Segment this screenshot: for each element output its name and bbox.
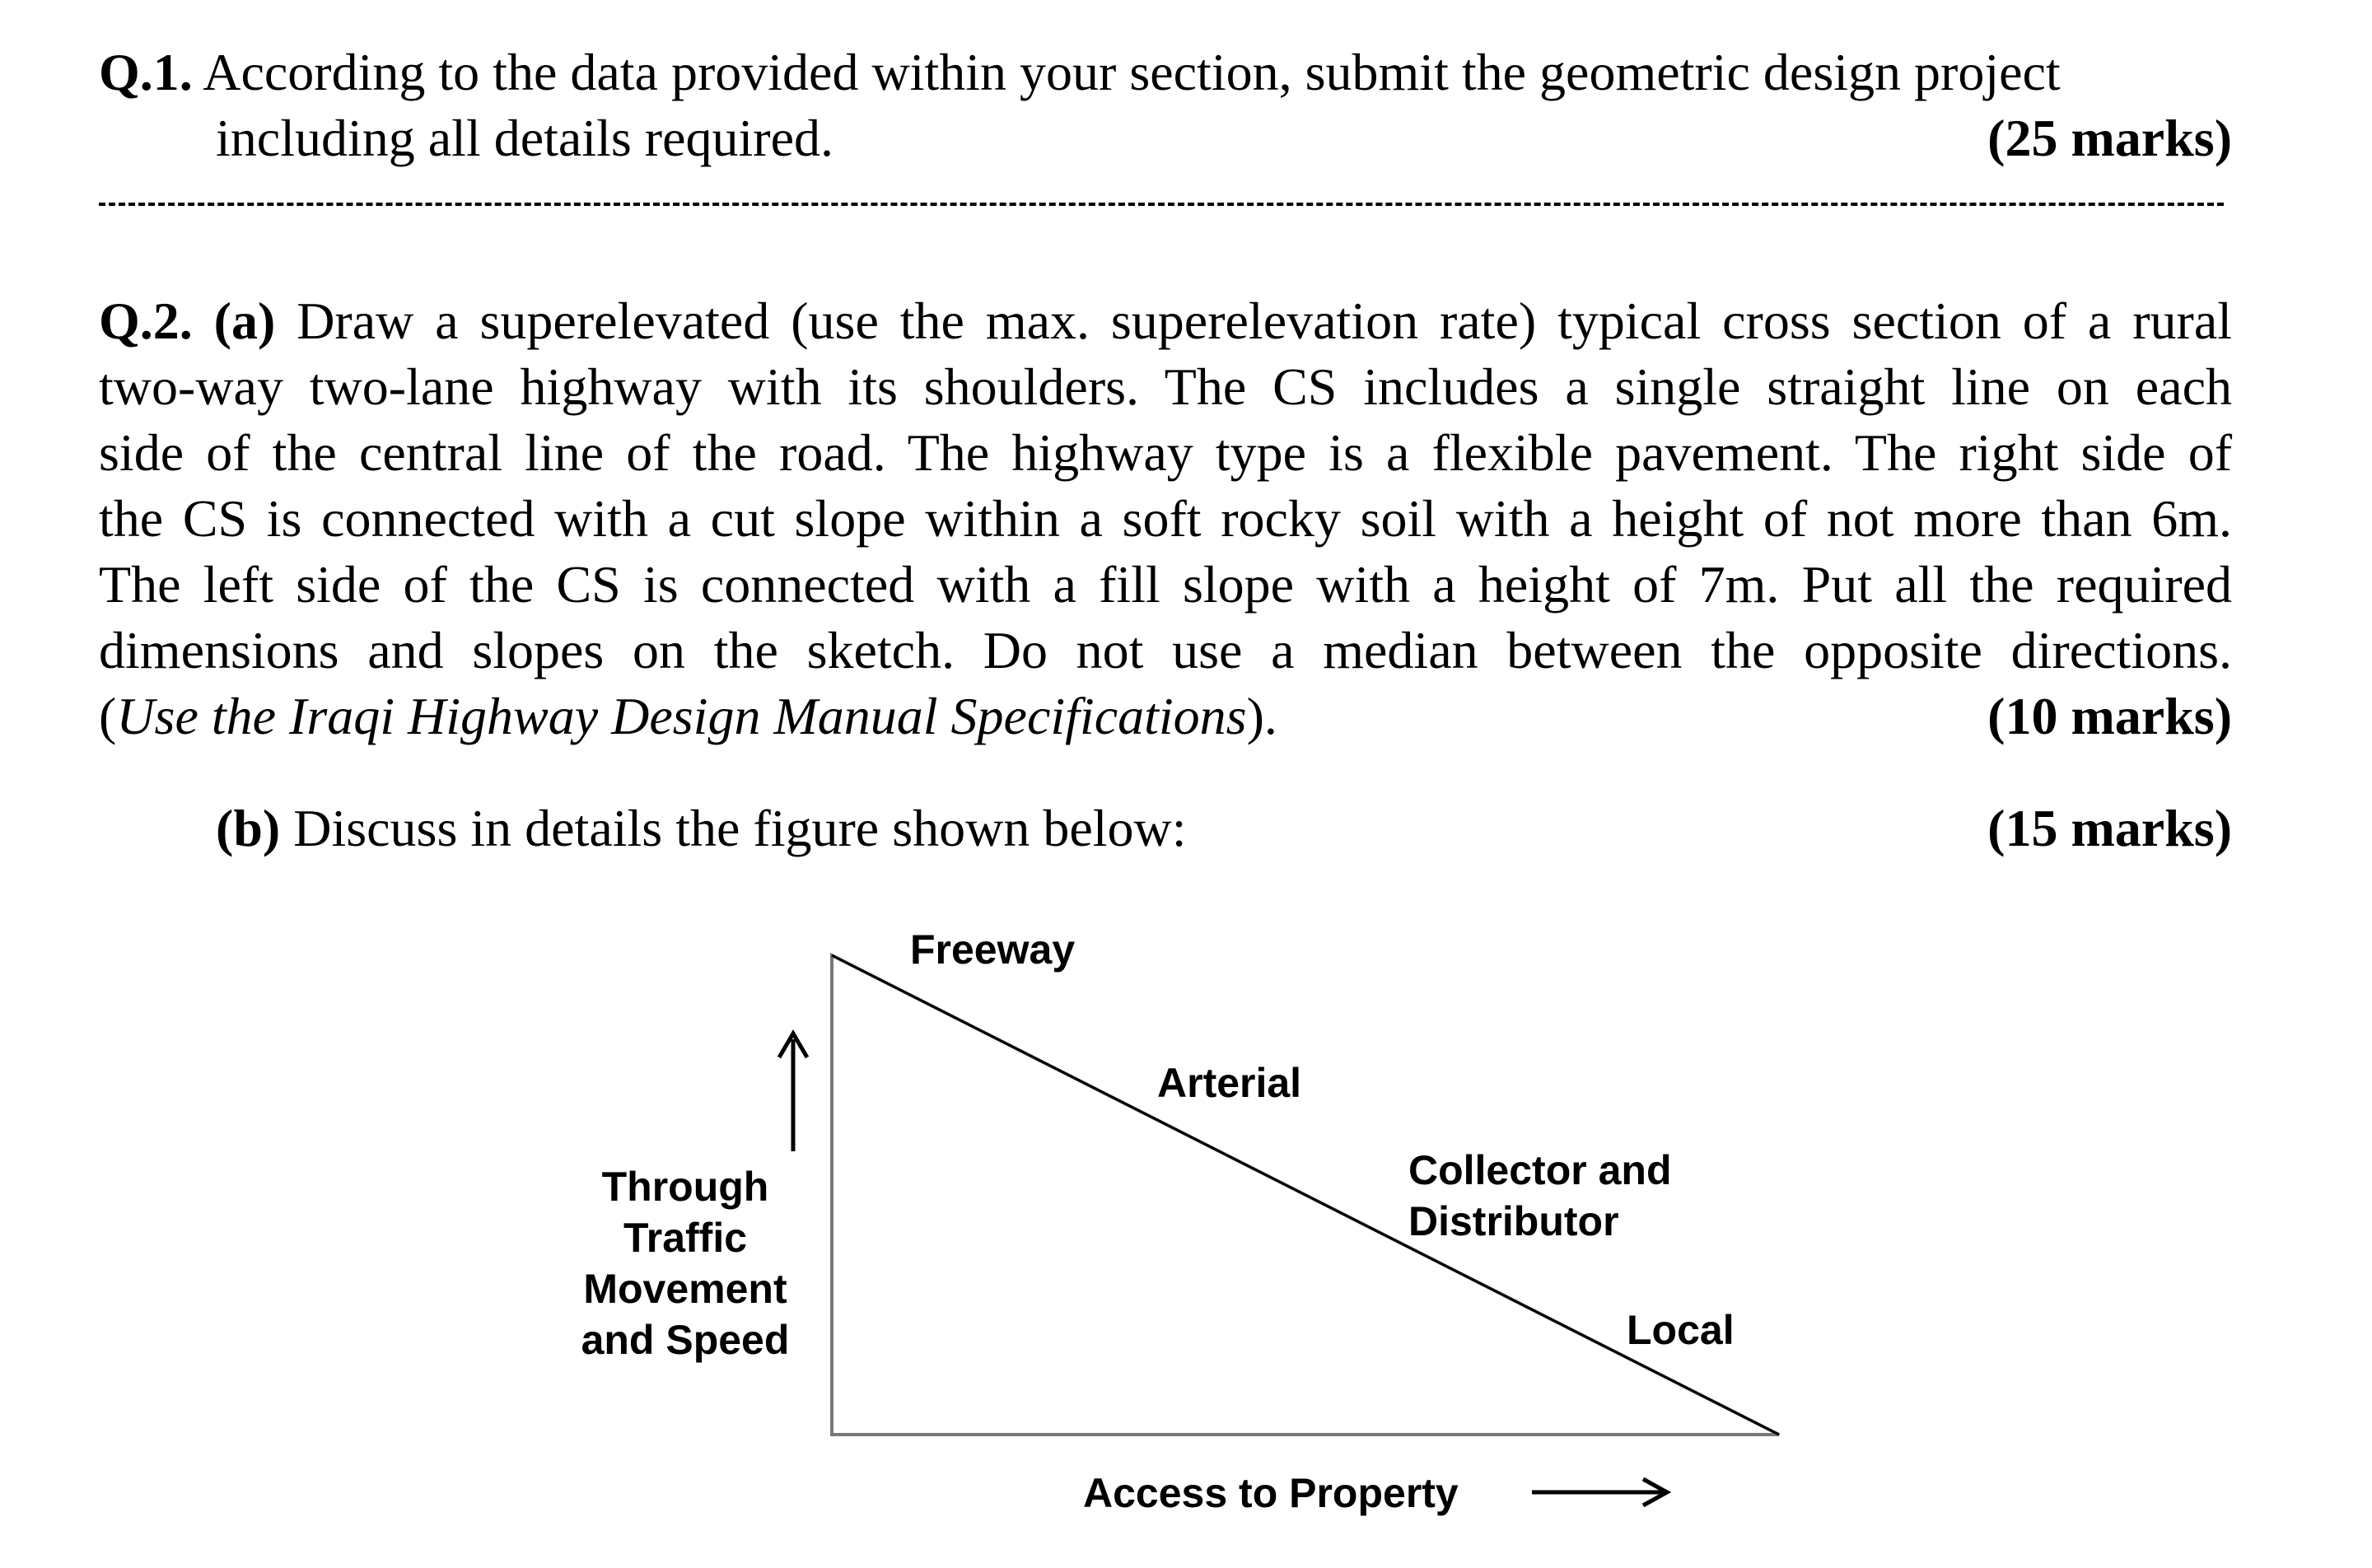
hypotenuse-line: [832, 955, 1779, 1435]
y-axis-label-line: Through: [601, 1164, 769, 1210]
q2-text-line: Draw a superelevated (use the max. superelevation rate) typical cross section of a rural: [296, 292, 2233, 350]
y-axis-label-line: Movement: [583, 1266, 787, 1312]
q1-text-line-2: including all details required.: [216, 109, 833, 167]
q2-part-b-text: Discuss in details the figure shown below:: [293, 799, 1187, 857]
access-arrow: [1532, 1479, 1667, 1505]
collector-label-line-2: Distributor: [1408, 1198, 1619, 1244]
through-traffic-arrow: [779, 1034, 807, 1151]
local-label: Local: [1627, 1307, 1735, 1353]
freeway-label: Freeway: [910, 926, 1076, 973]
q2-text-line: The left side of the CS is connected with a fill slope with a height of 7m. Put all the required: [99, 555, 2232, 614]
x-axis-label: Access to Property: [1083, 1470, 1459, 1516]
q2-part-a-label: (a): [213, 292, 276, 350]
arterial-label: Arterial: [1157, 1060, 1302, 1106]
collector-label-line-1: Collector and: [1408, 1147, 1672, 1193]
q2-part-b-marks: (15 marks): [1987, 799, 2232, 857]
q2-text-line: side of the central line of the road. The highway type is a flexible pavement. The right side of: [99, 423, 2232, 482]
q2-text-line: two-way two-lane highway with its shoulders. The CS includes a single straight line on each: [99, 357, 2232, 416]
q1-text-line-1: According to the data provided within your section, submit the geometric design project: [203, 43, 2061, 101]
spec-close: ).: [1246, 687, 1277, 745]
spec-open: (: [99, 687, 117, 745]
spec-text: Use the Iraqi Highway Design Manual Specifications: [116, 687, 1247, 745]
q1-number: Q.1.: [99, 43, 193, 101]
y-axis-label-line: Traffic: [623, 1215, 748, 1261]
y-axis-label-line: and Speed: [581, 1317, 790, 1363]
q1-marks: (25 marks): [1987, 109, 2232, 167]
q2-text-line: the CS is connected with a cut slope within a soft rocky soil with a height of not more than 6m.: [99, 489, 2232, 548]
q2-number: Q.2.: [99, 292, 193, 350]
q2-part-b-label: (b): [216, 799, 281, 857]
q2-part-a-marks: (10 marks): [1987, 687, 2232, 745]
q2-text-line: dimensions and slopes on the sketch. Do not use a median between the opposite directions.: [99, 621, 2232, 679]
